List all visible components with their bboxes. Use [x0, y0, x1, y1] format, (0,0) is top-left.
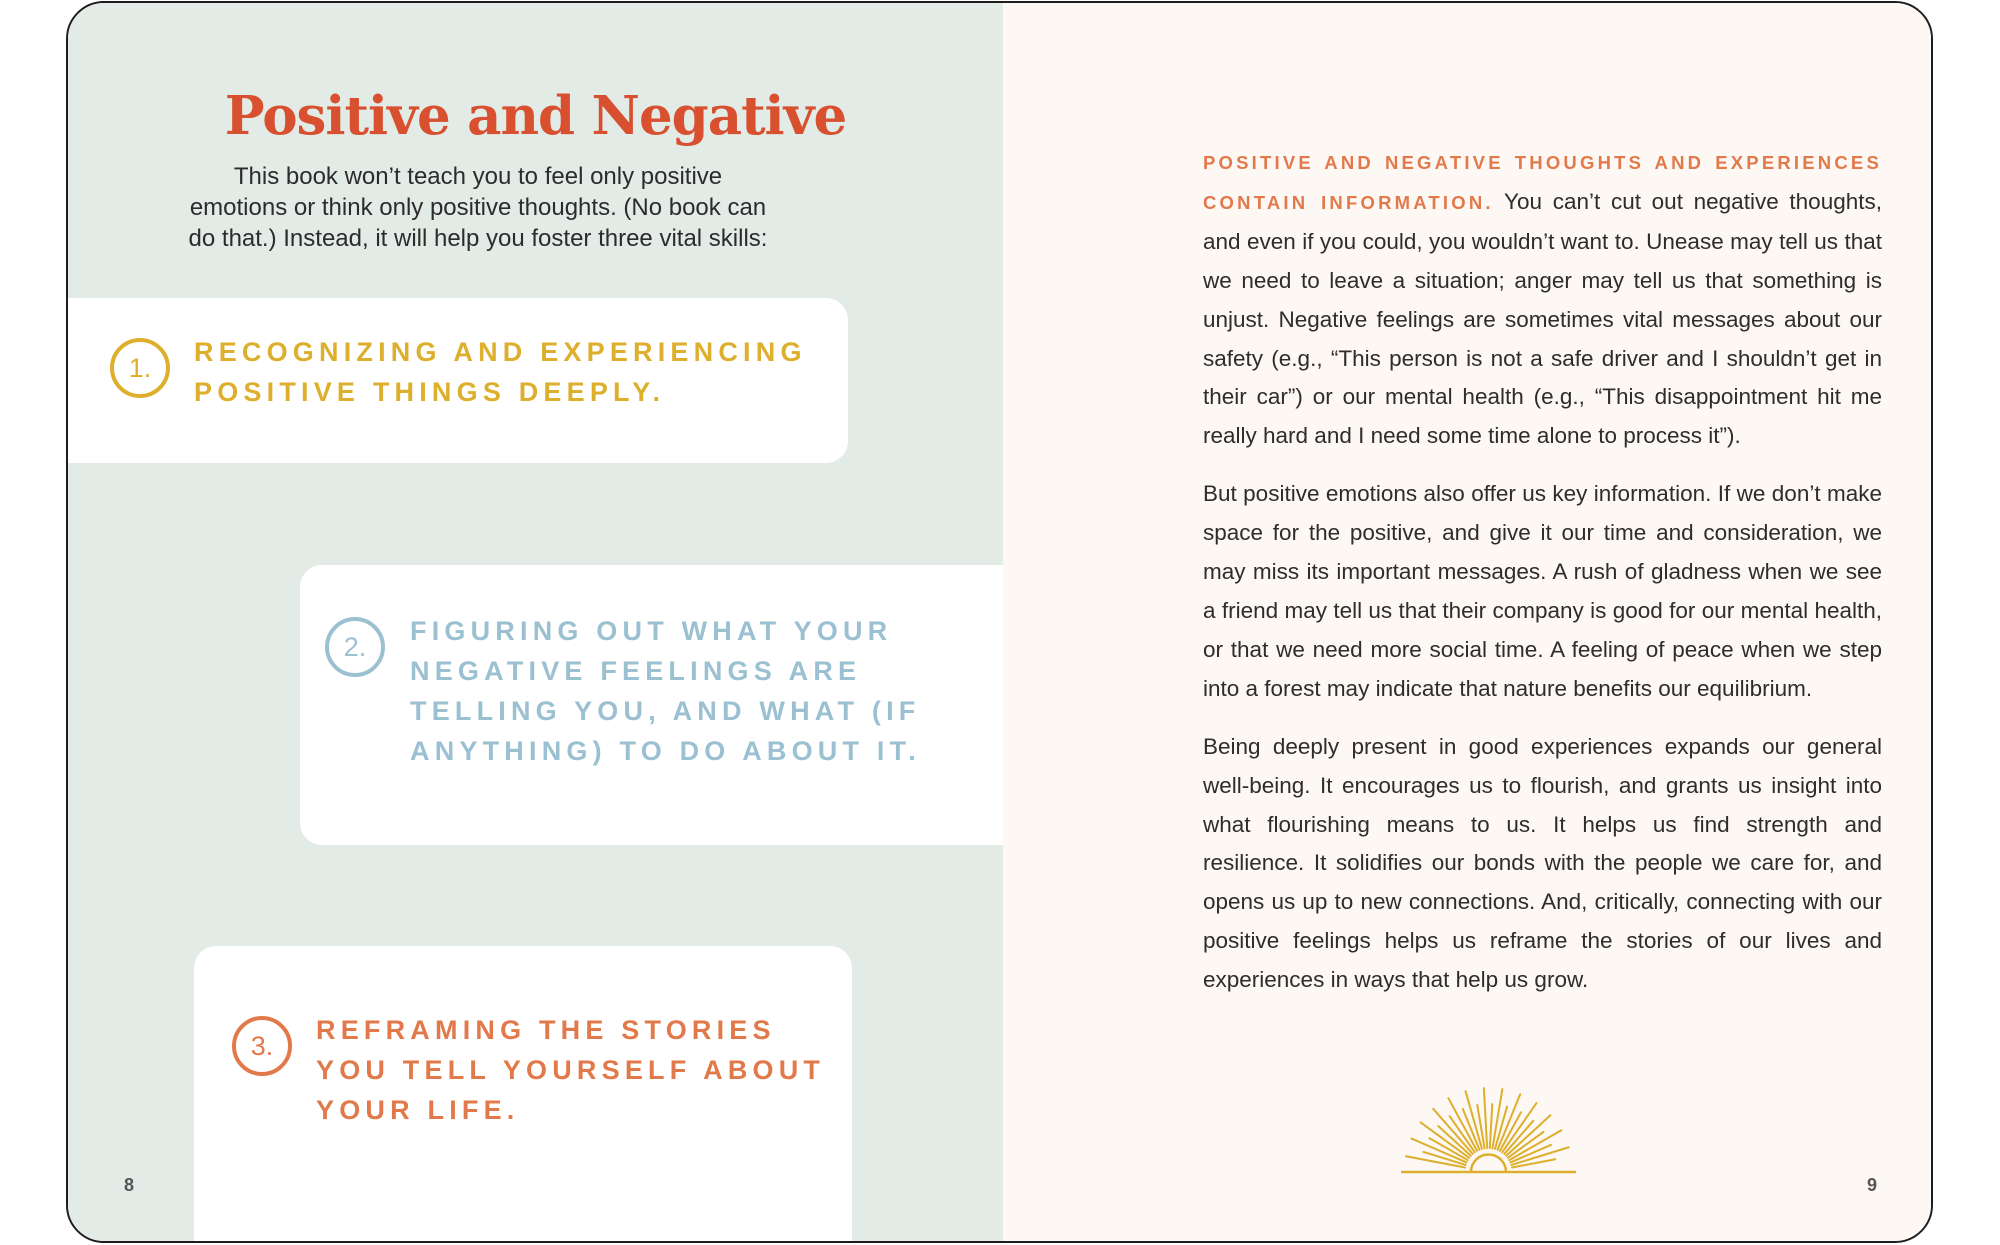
skill-text-2: FIGURING OUT WHAT YOUR NEGATIVE FEELINGS ARE TELLING YOU, AND WHAT (IF ANYTHING) TO DO ABOUT IT. — [410, 616, 921, 766]
lead-in-heading: POSITIVE AND NEGATIVE THOUGHTS AND EXPERIENCES CONTAIN INFORMATION. — [1203, 152, 1882, 213]
skill-card-1 — [68, 298, 848, 463]
skill-card-2 — [300, 565, 1003, 845]
page-number-right: 9 — [1866, 1175, 1877, 1195]
right-page — [1003, 3, 1931, 1241]
paragraph-3: Being deeply present in good experiences expands our general well-being. It encourages us to flourish, and grants us insight into what flourishing means to us. It helps us find strength and resilience. It solidifies our bonds with the people we care for, and opens us up to new connections. And, critically, connecting with our positive feelings helps us reframe the stories of our lives and experiences in ways that help us grow. — [1203, 733, 1882, 993]
body-text — [1203, 143, 1882, 1019]
skill-number-2: 2. — [325, 617, 385, 677]
skill-number-3: 3. — [232, 1016, 292, 1076]
skill-text-1: RECOGNIZING AND EXPERIENCING POSITIVE THINGS DEEPLY. — [194, 337, 807, 407]
skill-number-1: 1. — [110, 338, 170, 398]
paragraph-1 — [1203, 143, 1882, 456]
sunburst-icon — [1401, 1083, 1576, 1175]
intro-text: This book won’t teach you to feel only positive emotions or think only positive thoughts. (No book can do that.) Instead, it will help you foster three vital skills: — [188, 163, 768, 252]
page-number-left: 8 — [124, 1175, 135, 1195]
paragraph-2: But positive emotions also offer us key information. If we don’t make space for the positive, and give it our time and consideration, we may miss its important messages. A rush of gladness when we see a friend may tell us that their company is good for our mental health, or that we need more social time. A feeling of peace when we step into a forest may indicate that nature benefits our equilibrium. — [1203, 481, 1882, 701]
book-spread — [66, 1, 1933, 1243]
page-title: Positive and Negative — [224, 85, 847, 147]
paragraph-1-text: You can’t cut out negative thoughts, and even if you could, you wouldn’t want to. Unease may tell us that we need to leave a situation; anger may tell us that something is unjust. Negative feelings are sometimes vital messages about our safety (e.g., “This person is not a safe driver and I shouldn’t get in their car”) or our mental health (e.g., “This disappointment hit me really hard and I need some time alone to process it”). — [1203, 188, 1882, 449]
skill-card-3 — [194, 946, 852, 1243]
left-page — [68, 3, 1003, 1241]
skill-text-3: REFRAMING THE STORIES YOU TELL YOURSELF ABOUT YOUR LIFE. — [316, 1015, 826, 1125]
